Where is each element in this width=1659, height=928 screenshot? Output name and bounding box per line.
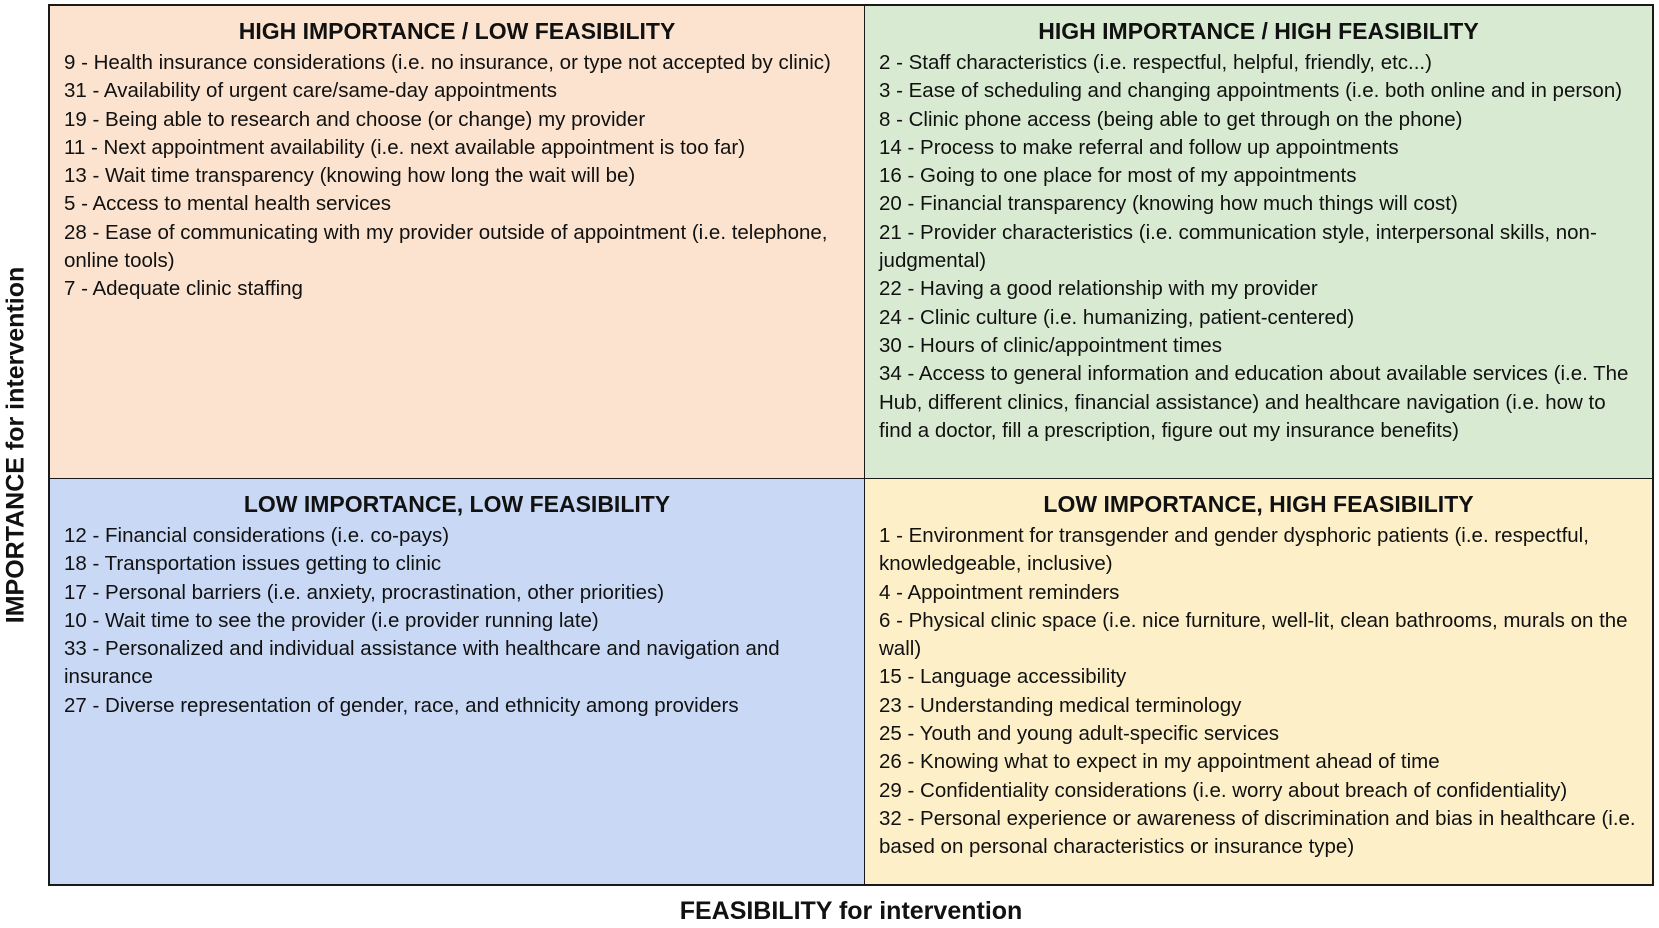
list-item: 34 - Access to general information and education about available services (i.e. The Hub, different clinics, financial assistance) and healthcare navigation (i.e. how to find a doctor, fill a prescription, figure out my insurance benefits) — [879, 362, 1629, 442]
list-item: 22 - Having a good relationship with my provider — [879, 277, 1318, 301]
list-item: 13 - Wait time transparency (knowing how long the wait will be) — [64, 164, 636, 188]
list-item: 16 - Going to one place for most of my appointments — [879, 164, 1357, 188]
list-item: 31 - Availability of urgent care/same-day appointments — [64, 79, 558, 103]
list-item: 9 - Health insurance considerations (i.e. no insurance, or type not accepted by clinic) — [64, 51, 831, 74]
quadrant-low-importance-low-feasibility — [50, 479, 865, 884]
list-item: 19 - Being able to research and choose (or change) my provider — [64, 107, 646, 131]
list-item: 33 - Personalized and individual assistance with healthcare and navigation and insurance — [64, 637, 780, 689]
list-item: 26 - Knowing what to expect in my appointment ahead of time — [879, 750, 1440, 774]
list-item: 11 - Next appointment availability (i.e. next available appointment is too far) — [64, 135, 746, 159]
list-item: 5 - Access to mental health services — [64, 192, 392, 216]
quadrant-title: HIGH IMPORTANCE / HIGH FEASIBILITY — [1038, 18, 1479, 44]
x-axis-label: FEASIBILITY for intervention — [679, 897, 1023, 925]
list-item: 1 - Environment for transgender and gender dysphoric patients (i.e. respectful, knowledgeable, inclusive) — [879, 524, 1589, 576]
list-item: 2 - Staff characteristics (i.e. respectful, helpful, friendly, etc...) — [879, 51, 1432, 74]
item-list — [879, 49, 1638, 445]
list-item: 12 - Financial considerations (i.e. co-pays) — [64, 524, 450, 547]
list-item: 18 - Transportation issues getting to clinic — [64, 552, 442, 576]
list-item: 28 - Ease of communicating with my provider outside of appointment (i.e. telephone, online tools) — [64, 220, 828, 273]
quadrant-title: LOW IMPORTANCE, LOW FEASIBILITY — [243, 491, 671, 517]
item-list — [64, 522, 850, 720]
list-item: 29 - Confidentiality considerations (i.e. worry about breach of confidentiality) — [879, 778, 1568, 802]
list-item: 7 - Adequate clinic staffing — [64, 277, 303, 301]
quadrant-title: LOW IMPORTANCE, HIGH FEASIBILITY — [1043, 491, 1474, 517]
priority-matrix — [48, 4, 1654, 886]
list-item: 30 - Hours of clinic/appointment times — [879, 333, 1222, 357]
quadrant-low-importance-high-feasibility — [865, 479, 1652, 884]
list-item: 32 - Personal experience or awareness of discrimination and bias in healthcare (i.e. based on personal characteristics or insurance type) — [879, 806, 1636, 859]
list-item: 3 - Ease of scheduling and changing appointments (i.e. both online and in person) — [879, 79, 1623, 103]
list-item: 6 - Physical clinic space (i.e. nice furniture, well-lit, clean bathrooms, murals on the wall) — [879, 608, 1628, 661]
list-item: 24 - Clinic culture (i.e. humanizing, patient-centered) — [879, 305, 1355, 329]
item-list — [64, 49, 850, 304]
list-item: 23 - Understanding medical terminology — [879, 693, 1242, 717]
list-item: 20 - Financial transparency (knowing how much things will cost) — [879, 192, 1458, 216]
list-item: 10 - Wait time to see the provider (i.e provider running late) — [64, 608, 599, 632]
quadrant-high-importance-high-feasibility — [865, 6, 1652, 479]
quadrant-title: HIGH IMPORTANCE / LOW FEASIBILITY — [238, 18, 676, 44]
list-item: 25 - Youth and young adult-specific services — [879, 722, 1280, 746]
list-item: 17 - Personal barriers (i.e. anxiety, procrastination, other priorities) — [64, 580, 665, 604]
list-item: 27 - Diverse representation of gender, race, and ethnicity among providers — [64, 693, 739, 717]
item-list — [879, 522, 1638, 862]
list-item: 4 - Appointment reminders — [879, 580, 1120, 604]
y-axis-label: IMPORTANCE for intervention — [1, 266, 30, 624]
list-item: 14 - Process to make referral and follow up appointments — [879, 135, 1399, 159]
list-item: 8 - Clinic phone access (being able to get through on the phone) — [879, 107, 1463, 131]
quadrant-high-importance-low-feasibility — [50, 6, 865, 479]
list-item: 21 - Provider characteristics (i.e. communication style, interpersonal skills, non-judgmental) — [879, 220, 1597, 273]
list-item: 15 - Language accessibility — [879, 665, 1127, 689]
